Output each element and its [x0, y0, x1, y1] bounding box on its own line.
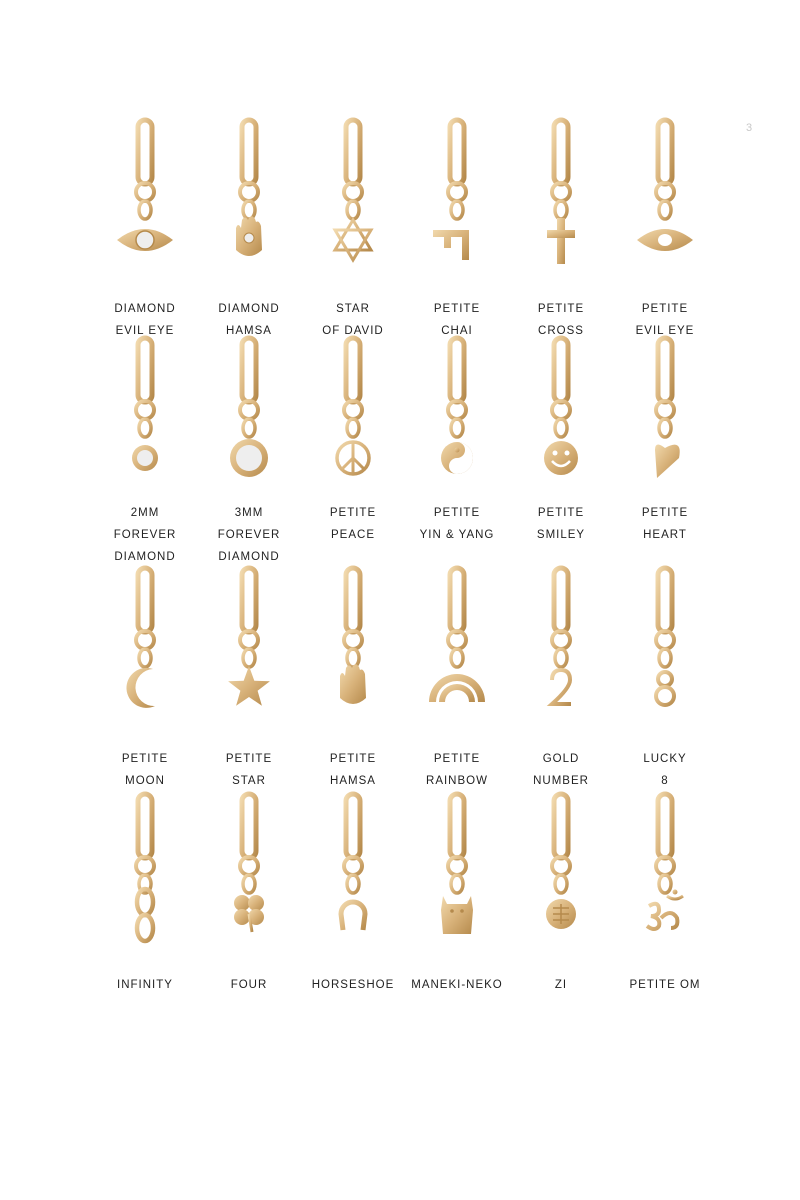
charm-label-line: INFINITY — [117, 979, 173, 991]
charm-label-line: PETITE OM — [629, 979, 701, 991]
charm-label — [600, 502, 730, 546]
charm-label-line: HORSESHOE — [311, 979, 395, 991]
star-icon — [228, 666, 270, 706]
charm-label-line: 3MM — [234, 507, 264, 519]
charm-label-line: FOREVER — [217, 529, 281, 541]
charm-illustration — [402, 118, 512, 288]
charm-label-line: PETITE — [225, 753, 273, 765]
charm-label-line: OF DAVID — [322, 325, 384, 337]
charm-label-line: PETITE — [641, 303, 689, 315]
charm-illustration — [194, 336, 304, 506]
charm-illustration — [506, 566, 616, 736]
charm-label-line: PETITE — [329, 753, 377, 765]
number-8-icon — [656, 672, 674, 705]
evil-eye-icon — [637, 229, 693, 251]
maneki-neko-icon — [441, 896, 473, 934]
charm-label-line: CROSS — [538, 325, 584, 337]
charm-illustration — [90, 792, 200, 962]
charm-label-line: PEACE — [331, 529, 375, 541]
hamsa-diamond-icon — [236, 216, 262, 256]
charm-label-line: CHAI — [441, 325, 473, 337]
charm-illustration — [298, 566, 408, 736]
charm-label-line: MANEKI-NEKO — [411, 979, 503, 991]
charm-label-line: PETITE — [537, 303, 585, 315]
charm-illustration — [610, 336, 720, 506]
charm-illustration — [610, 792, 720, 962]
charm-item — [610, 566, 720, 796]
charm-label-line: PETITE — [433, 507, 481, 519]
charm-label — [600, 748, 730, 792]
diamond-small-icon — [132, 445, 158, 471]
charm-illustration — [402, 336, 512, 506]
charm-label-line: 2MM — [130, 507, 160, 519]
charm-illustration — [298, 336, 408, 506]
charm-label-line: DIAMOND — [114, 551, 176, 563]
charm-label-line: DIAMOND — [114, 303, 176, 315]
charm-label-line: GOLD — [542, 753, 580, 765]
charm-label-line: PETITE — [433, 753, 481, 765]
charm-label-line: HAMSA — [330, 775, 376, 787]
charm-illustration — [298, 792, 408, 962]
charm-label-line: 8 — [661, 775, 669, 787]
charm-illustration — [90, 566, 200, 736]
charm-illustration — [194, 118, 304, 288]
charm-label-line: FOUR — [230, 979, 268, 991]
charm-item — [610, 336, 720, 566]
charm-illustration — [90, 336, 200, 506]
charm-label-line: EVIL EYE — [635, 325, 695, 337]
charm-label — [600, 974, 730, 996]
charm-label-line: RAINBOW — [426, 775, 488, 787]
star-of-david-icon — [335, 220, 371, 260]
heart-icon — [655, 444, 680, 478]
charm-illustration — [298, 118, 408, 288]
smiley-icon — [544, 441, 578, 475]
charm-illustration — [610, 118, 720, 288]
charm-label-line: DIAMOND — [218, 551, 280, 563]
charm-label-line: NUMBER — [533, 775, 589, 787]
rainbow-icon — [429, 674, 485, 702]
charm-illustration — [194, 792, 304, 962]
charm-label-line: SMILEY — [536, 529, 586, 541]
horseshoe-icon — [341, 902, 365, 930]
yin-yang-icon — [441, 442, 473, 474]
om-icon — [647, 890, 683, 930]
charm-illustration — [610, 566, 720, 736]
charm-label-line: PETITE — [641, 507, 689, 519]
chai-icon — [433, 230, 469, 260]
charm-illustration — [402, 792, 512, 962]
corner-mark: 3 — [746, 122, 753, 134]
charm-illustration — [506, 118, 616, 288]
peace-icon — [337, 442, 369, 474]
charm-illustration — [402, 566, 512, 736]
charm-label-line: FOREVER — [113, 529, 177, 541]
charm-label-line: DIAMOND — [218, 303, 280, 315]
charm-label-line: LUCKY — [643, 753, 687, 765]
infinity-icon — [137, 889, 153, 941]
charm-label-line: ZI — [554, 979, 568, 991]
moon-icon — [126, 668, 155, 708]
charm-item — [610, 792, 720, 1022]
charm-label-line: PETITE — [537, 507, 585, 519]
cross-icon — [547, 218, 575, 264]
zi-icon — [546, 899, 576, 929]
charm-illustration — [506, 336, 616, 506]
charm-label-line: STAR — [232, 775, 266, 787]
charm-label-line: EVIL EYE — [115, 325, 175, 337]
charm-label-line: PETITE — [121, 753, 169, 765]
charm-illustration — [194, 566, 304, 736]
charm-label-line: HAMSA — [226, 325, 272, 337]
evil-eye-diamond-icon — [117, 229, 173, 251]
charm-label-line: HEART — [643, 529, 687, 541]
charm-label-line: MOON — [125, 775, 165, 787]
charm-item — [610, 118, 720, 348]
charm-label-line: YIN & YANG — [419, 529, 495, 541]
hamsa-icon — [340, 664, 366, 704]
charm-illustration — [506, 792, 616, 962]
charm-label-line: PETITE — [329, 507, 377, 519]
charm-label-line: STAR — [336, 303, 370, 315]
four-leaf-clover-icon — [234, 895, 264, 932]
charm-label-line: PETITE — [433, 303, 481, 315]
charm-illustration — [90, 118, 200, 288]
diamond-large-icon — [230, 439, 268, 477]
number-2-icon — [552, 670, 571, 704]
